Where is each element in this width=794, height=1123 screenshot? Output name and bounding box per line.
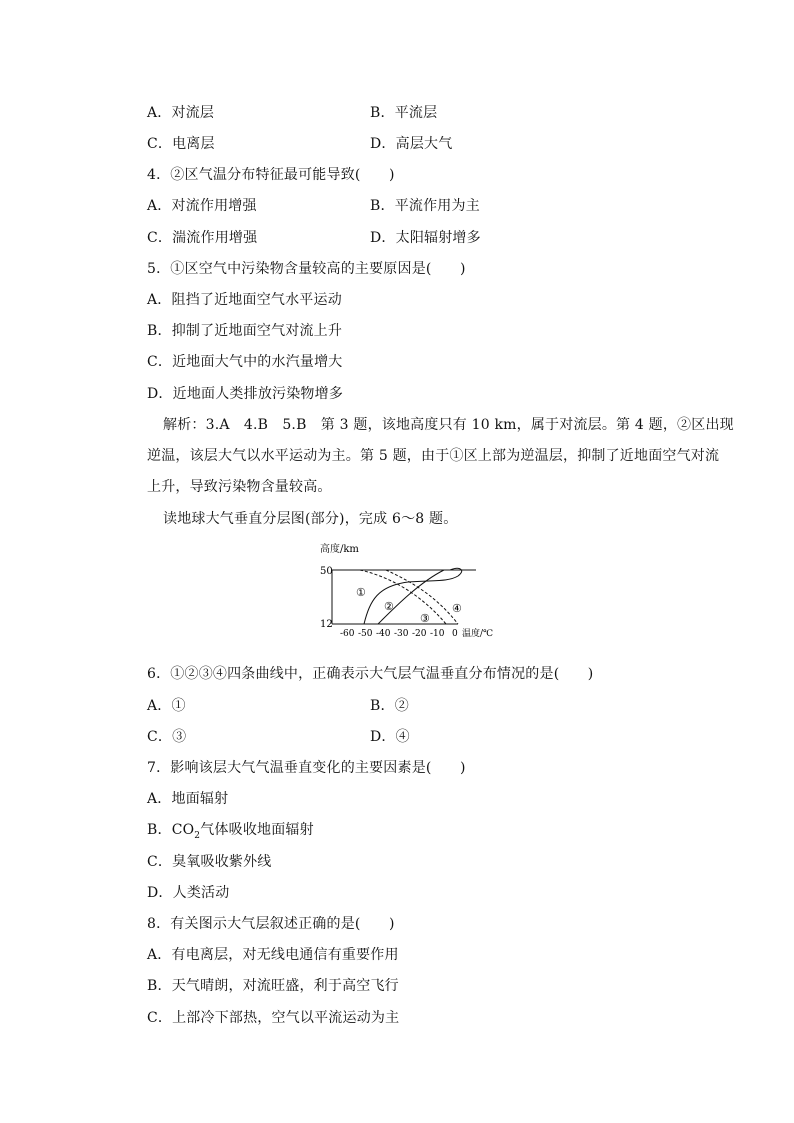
q5-option-d: D．近地面人类排放污染物增多 xyxy=(147,386,344,402)
curve-1 xyxy=(364,568,462,624)
q8-option-b: B．天气晴朗，对流旺盛，利于高空飞行 xyxy=(147,978,399,994)
q7-option-d: D．人类活动 xyxy=(147,885,230,901)
figure-y-top: 50 xyxy=(320,566,333,577)
q3-option-b: B．平流层 xyxy=(370,105,438,121)
q3-option-a: A．对流层 xyxy=(147,105,215,121)
x-tick: -40 xyxy=(376,629,391,639)
analysis-line-2: 逆温，该层大气以水平运动为主。第 5 题，由于①区上部为逆温层，抑制了近地面空气对流 xyxy=(147,448,720,464)
q7-option-b-subscript: 2 xyxy=(194,830,201,841)
q7-stem: 7．影响该层大气气温垂直变化的主要因素是( ) xyxy=(147,760,466,776)
q7-option-c: C．臭氧吸收紫外线 xyxy=(147,854,272,870)
q7-option-b-prefix: B．CO xyxy=(147,822,195,838)
q6-stem: 6．①②③④四条曲线中，正确表示大气层气温垂直分布情况的是( ) xyxy=(147,666,594,682)
q3-option-d: D．高层大气 xyxy=(370,136,453,152)
x-tick: -60 xyxy=(340,629,355,639)
curve-label-2: ② xyxy=(384,600,394,613)
q3-option-c: C．电离层 xyxy=(147,136,215,152)
x-tick: -10 xyxy=(430,629,445,639)
q4-option-c: C．湍流作用增强 xyxy=(147,230,258,246)
curve-label-1: ① xyxy=(356,586,366,599)
q4-stem: 4．②区气温分布特征最可能导致( ) xyxy=(147,167,395,183)
q4-option-b: B．平流作用为主 xyxy=(370,198,480,214)
x-tick: -20 xyxy=(412,629,427,639)
q8-option-a: A．有电离层，对无线电通信有重要作用 xyxy=(147,947,399,963)
analysis-line-3: 上升，导致污染物含量较高。 xyxy=(147,479,332,495)
q4-option-d: D．太阳辐射增多 xyxy=(370,230,481,246)
q5-option-b: B．抑制了近地面空气对流上升 xyxy=(147,323,343,339)
x-tick: -50 xyxy=(358,629,373,639)
curve-3 xyxy=(360,570,446,624)
q7-option-b-suffix: 气体吸收地面辐射 xyxy=(200,822,314,838)
q7-option-a: A．地面辐射 xyxy=(147,791,229,807)
q6-option-a: A．① xyxy=(147,698,186,714)
q8-option-c: C．上部冷下部热，空气以平流运动为主 xyxy=(147,1010,400,1026)
q5-option-a: A．阻挡了近地面空气水平运动 xyxy=(147,292,342,308)
q5-option-c: C．近地面大气中的水汽量增大 xyxy=(147,354,343,370)
q6-option-c: C．③ xyxy=(147,729,187,745)
analysis-line-1: 解析：3.A 4.B 5.B 第 3 题，该地高度只有 10 km，属于对流层。第 4 题，②区出现 xyxy=(163,417,734,433)
q6-option-b: B．② xyxy=(370,698,409,714)
curve-2 xyxy=(378,570,444,624)
q7-option-b xyxy=(147,821,314,845)
x-tick: 0 xyxy=(452,629,458,639)
atmosphere-diagram xyxy=(316,538,516,643)
figure-y-bottom: 12 xyxy=(320,619,333,630)
x-tick: -30 xyxy=(394,629,409,639)
figure-ylabel: 高度/km xyxy=(320,544,359,555)
curve-label-4: ④ xyxy=(452,602,462,615)
q6-option-d: D．④ xyxy=(370,729,410,745)
figure-xlabel: 温度/℃ xyxy=(462,629,494,639)
q8-stem: 8．有关图示大气层叙述正确的是( ) xyxy=(147,916,395,932)
intro-text: 读地球大气垂直分层图(部分)，完成 6～8 题。 xyxy=(163,511,458,527)
q5-stem: 5．①区空气中污染物含量较高的主要原因是( ) xyxy=(147,261,466,277)
curve-label-3: ③ xyxy=(420,612,430,625)
q4-option-a: A．对流作用增强 xyxy=(147,198,257,214)
